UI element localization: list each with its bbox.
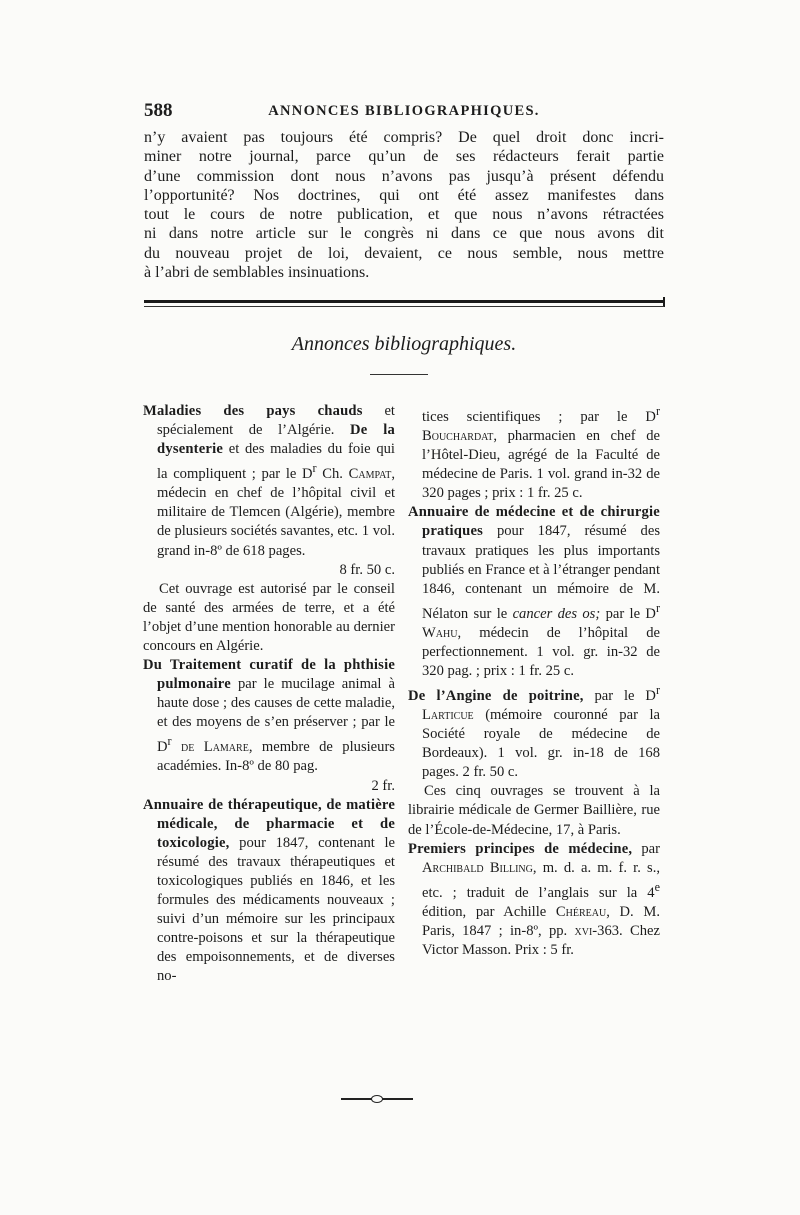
entry-text: par (632, 840, 660, 857)
entry-price: 8 fr. 50 c. (339, 561, 395, 578)
intro-line: l’opportunité? Nos doctrines, qui ont été assez manifestes dans (144, 186, 664, 204)
entry-title: Annuaire de médecine et de chirurgie pratiques (408, 504, 660, 540)
section-title: Annonces bibliographiques. (291, 333, 517, 355)
intro-line: tout le cours de notre publication, et que nous n’avons rétractées (144, 206, 664, 224)
right-column (408, 402, 660, 960)
entry-author: Campat (348, 466, 392, 483)
entry-text (172, 739, 181, 755)
entry-text: , membre de plusieurs académies. In-8º de 80 pag. (157, 739, 395, 775)
entry-title: Premiers principes de médecine, (408, 840, 633, 857)
superscript: r (655, 600, 660, 615)
entry-title: Du Traitement curatif de la phthisie pulmonaire (143, 657, 395, 693)
superscript: r (655, 404, 660, 418)
entry-text: , pharmacien en chef de l’Hôtel-Dieu, agrégé de la Faculté de médecine de Paris. 1 vol. grand in-32 de 320 pages ; prix : 1 fr. 25 c. (422, 427, 660, 502)
entry-annuaire-medecine-chirurgie (408, 503, 660, 681)
entry-text: et des maladies du foie qui la compliquent ; par le D (157, 441, 395, 483)
entry-text: par le D (600, 605, 656, 622)
entry-angine-poitrine (408, 681, 660, 782)
intro-paragraph (144, 128, 664, 282)
entry-price: 2 fr. (371, 777, 395, 794)
superscript: r (312, 461, 317, 476)
entry-maladies-pays-chauds (143, 402, 395, 656)
superscript: e (654, 879, 660, 894)
page-header (144, 100, 664, 126)
entry-text: pour 1847, résumé des travaux pratiques les plus importants publiés en France et à l’étranger pendant 1846, contenant un mémoire de M. Nélaton sur le (422, 523, 660, 622)
intro-line: d’une commission dont nous n’avons pas jusqu’à présent défendu (144, 167, 664, 185)
entry-note: Cet ouvrage est autorisé par le conseil de santé des armées de terre, et a été l’objet d’une mention honorable au dernier concours en Algérie. (143, 580, 395, 654)
superscript: r (167, 734, 172, 749)
entry-title: Annuaire de thérapeutique, de matière médicale, de pharmacie et de toxicologie, (143, 796, 395, 851)
entry-pages-roman: xvi (574, 922, 593, 939)
intro-line: miner notre journal, parce qu’un de ses rédacteurs ferait partie (144, 148, 664, 166)
entry-text: tices scientifiques ; par le D (422, 408, 656, 425)
entry-premiers-principes (408, 840, 660, 960)
end-ornament-rule (341, 1098, 413, 1100)
entry-author: Archibald Billing (422, 859, 533, 876)
entry-text: , médecin en chef de l’hôpital civil et militaire de Tlemcen (Algérie), membre de plusieurs sociétés savantes, etc. 1 vol. grand in-8º de 618 pages. (157, 466, 395, 559)
entry-text: , D. M. Paris, 1847 ; in-8º, pp. (422, 903, 660, 939)
title-underline (370, 374, 428, 375)
entry-text: Ch. (316, 466, 349, 483)
entry-subtitle: De la dysenterie (157, 422, 395, 458)
entry-text: (mémoire couronné par la Société royale de médecine de Bordeaux). 1 vol. gr. in-18 de 168 pages. 2 fr. 50 c. (422, 706, 660, 781)
bookseller-note: Ces cinq ouvrages se trouvent à la librairie médicale de Germer Baillière, rue de l’École-de-Médecine, 17, à Paris. (408, 783, 660, 838)
entry-title: Maladies des pays chauds (143, 403, 363, 419)
entry-author: Larticue (422, 706, 474, 723)
entry-italic: cancer des os; (512, 605, 601, 622)
entry-text: édition, par Achille (422, 903, 556, 920)
entry-author: Wahu (422, 624, 458, 641)
intro-line: du nouveau projet de loi, devaient, ce nous semble, nous mettre (144, 244, 664, 262)
entry-author: de Lamare (181, 739, 249, 756)
superscript: r (655, 683, 660, 698)
intro-line: à l’abri de semblables insinuations. (144, 264, 370, 282)
entry-text: par le mucilage animal à haute dose ; des causes de cette maladie, et des moyens de s’en préserver ; par le D (157, 676, 395, 756)
entry-author: Bouchardat (422, 427, 494, 444)
entry-translator: Chéreau (555, 903, 607, 920)
intro-line: ni dans notre article sur le congrès ni dans ce que nous avons dit (144, 225, 664, 243)
entry-traitement-phthisie (143, 656, 395, 796)
entry-annuaire-therapeutique (143, 796, 395, 987)
running-title: ANNONCES BIBLIOGRAPHIQUES. (268, 103, 540, 119)
left-column (143, 402, 395, 987)
entry-text: , m. d. a. m. f. r. s., etc. ; traduit de l’anglais sur la 4 (422, 859, 661, 901)
section-divider-thin (144, 306, 664, 307)
entry-text: et spécialement de l’Algérie. (157, 403, 395, 439)
entry-text: , médecin de l’hôpital de perfectionnement. 1 vol. gr. in-32 de 320 pag. ; prix : 1 fr. 25 c. (422, 624, 660, 679)
intro-line: n’y avaient pas toujours été compris? De quel droit donc incri- (144, 129, 664, 146)
page-number: 588 (144, 100, 173, 121)
entry-title: De l’Angine de poitrine, (408, 687, 584, 704)
entry-text: par le D (583, 687, 656, 704)
entry-text: pour 1847, contenant le résumé des travaux thérapeutiques et toxicologiques publiés en 1846, et les formules des médicaments nouveaux ; suivi d’un mémoire sur les principaux contre-poisons et sur la thérapeutique des empoisonnements, et de diverses no- (157, 834, 395, 985)
entry-annuaire-therapeutique-cont (408, 402, 660, 503)
section-divider-thick (144, 300, 664, 303)
entry-text: -363. Chez Victor Masson. Prix : 5 fr. (422, 922, 660, 958)
